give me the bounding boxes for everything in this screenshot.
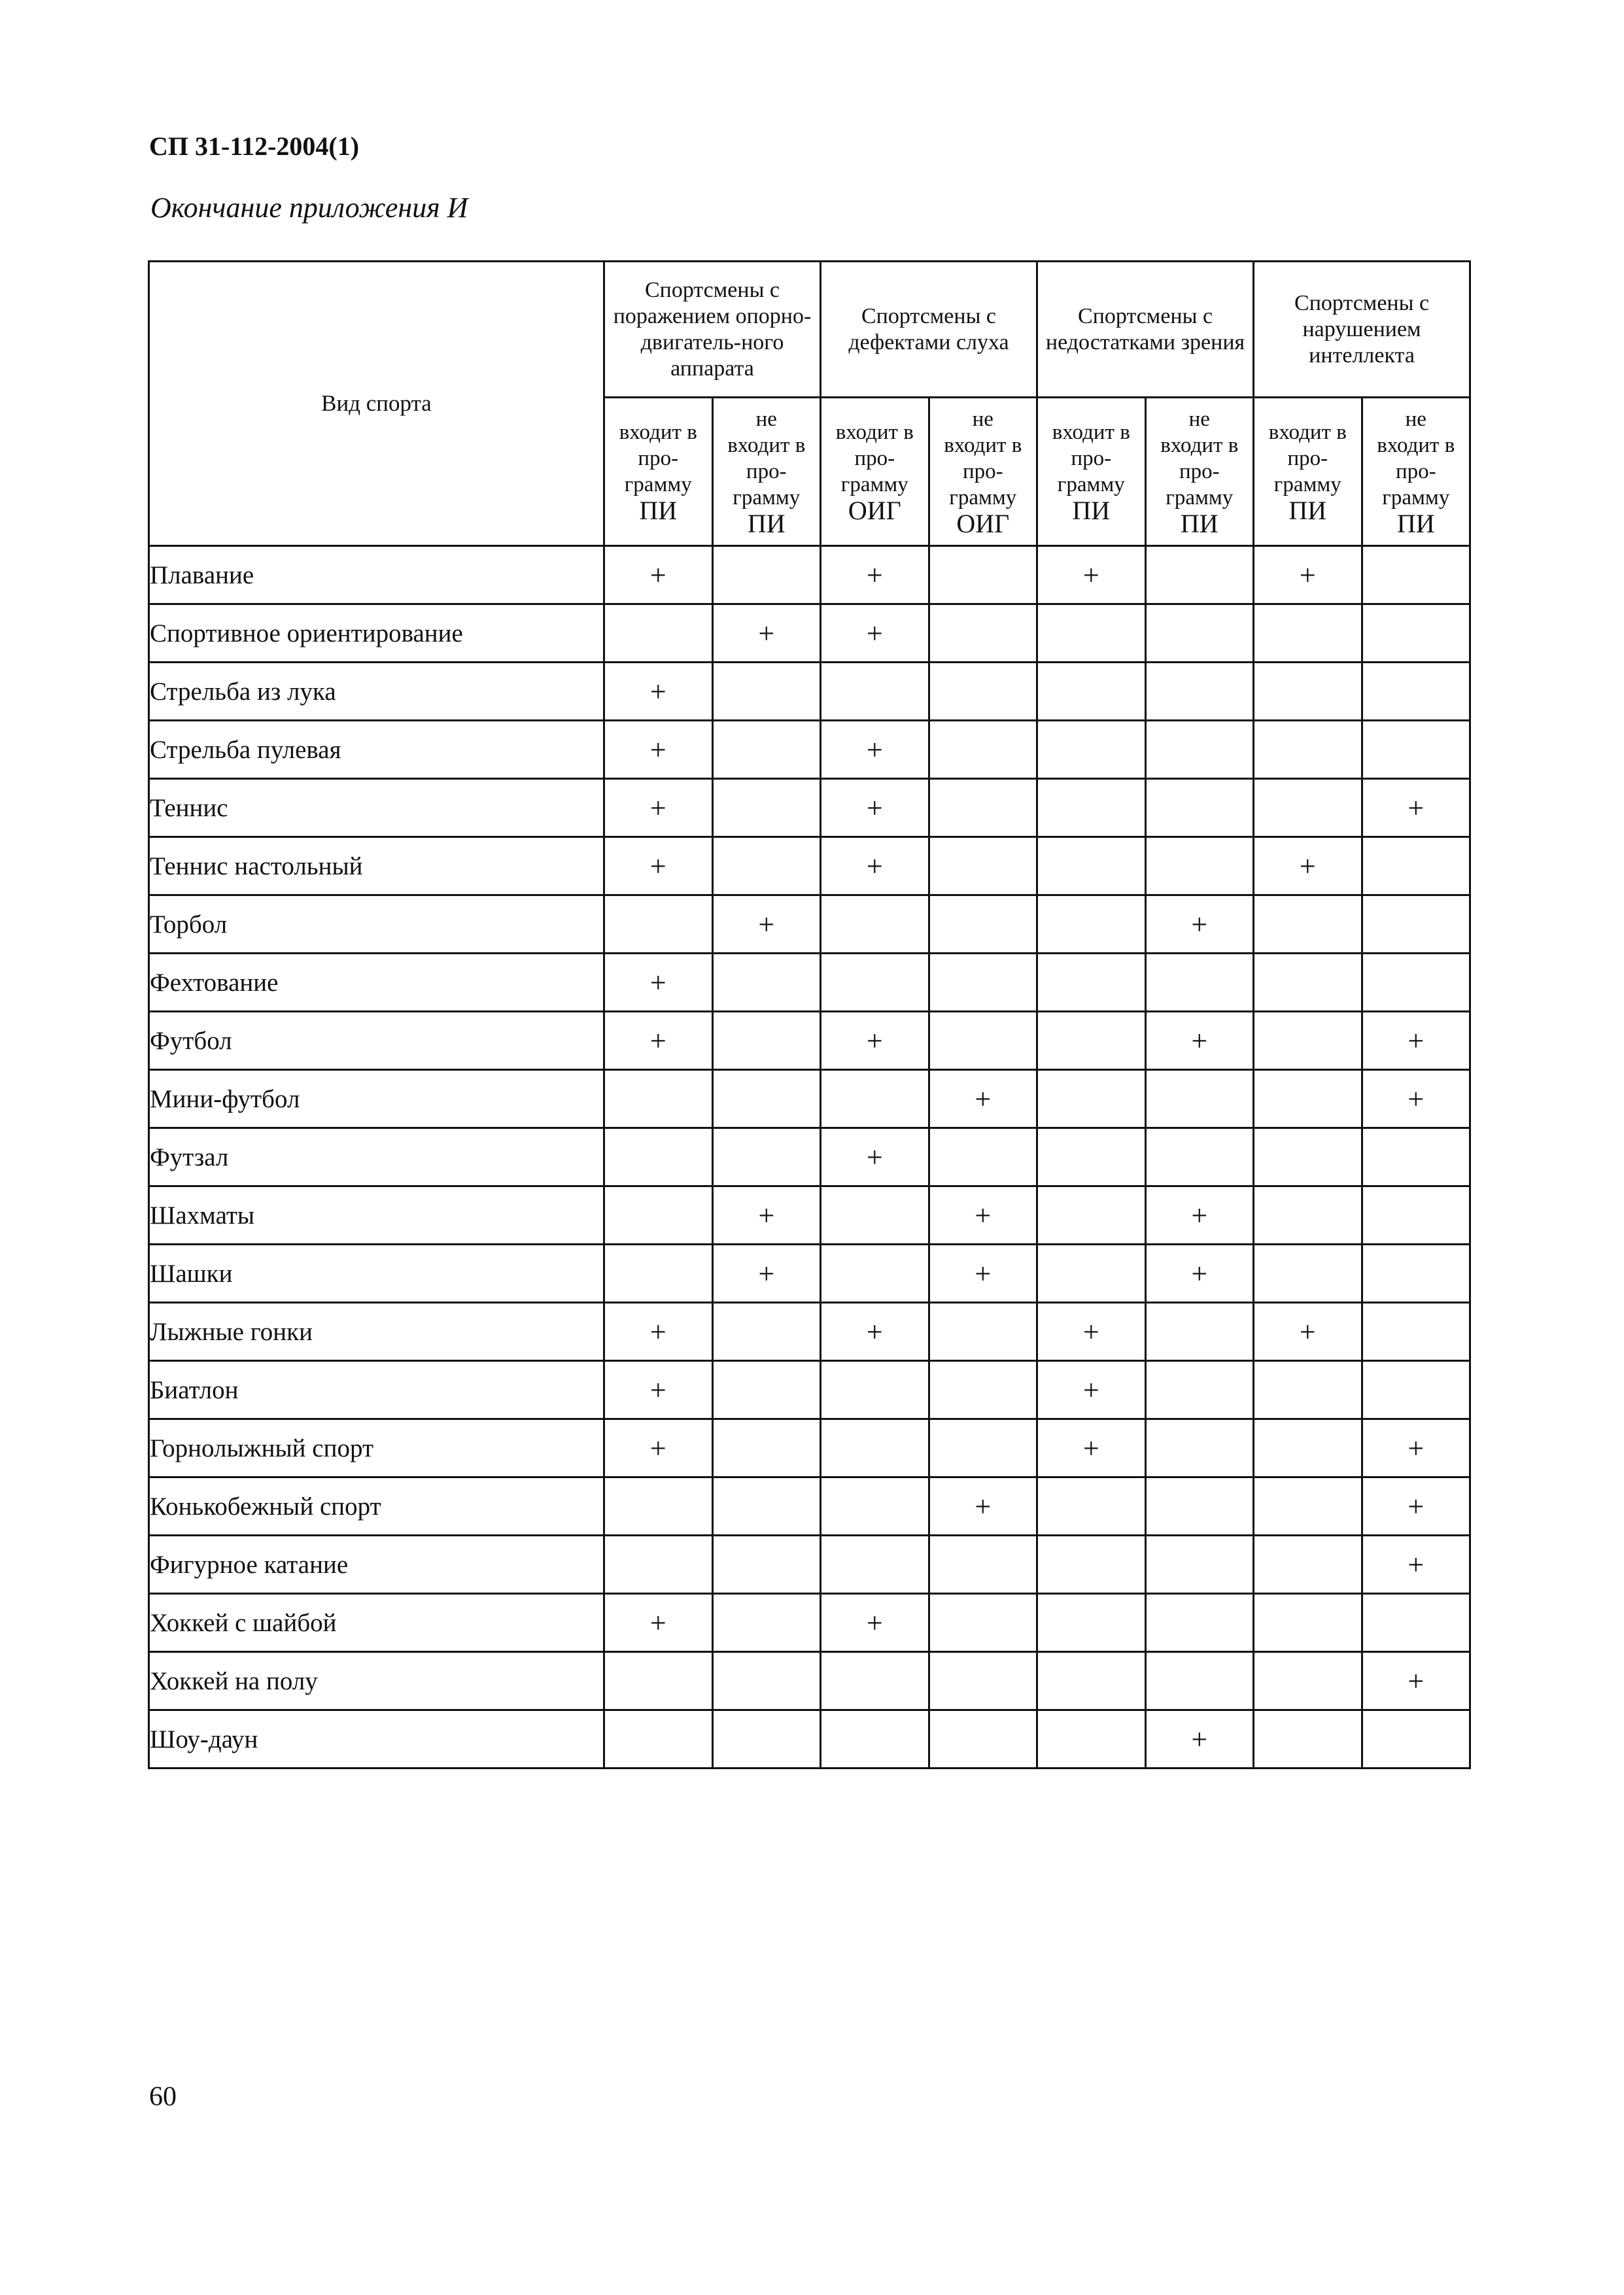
mark-cell [1037, 604, 1146, 663]
mark-cell: + [712, 1245, 821, 1303]
mark-cell [1037, 837, 1146, 895]
mark-cell [1145, 604, 1254, 663]
mark-cell [1145, 663, 1254, 721]
mark-cell: + [1145, 895, 1254, 954]
mark-cell [1254, 1012, 1362, 1070]
mark-cell: + [712, 895, 821, 954]
sport-name-cell: Шоу-даун [149, 1710, 604, 1769]
mark-cell [1254, 1186, 1362, 1245]
sport-name-cell: Шахматы [149, 1186, 604, 1245]
mark-cell [604, 1186, 713, 1245]
mark-cell [929, 604, 1037, 663]
mark-cell [712, 1128, 821, 1186]
sport-name-cell: Фехтование [149, 954, 604, 1012]
mark-cell [929, 1536, 1037, 1594]
mark-cell: + [821, 1012, 929, 1070]
sport-name-cell: Хоккей на полу [149, 1652, 604, 1710]
mark-cell [821, 1361, 929, 1419]
mark-cell [712, 1477, 821, 1536]
sport-name-cell: Теннис настольный [149, 837, 604, 895]
group-header-vision: Спортсмены с недостатками зрения [1037, 262, 1254, 398]
mark-cell: + [821, 604, 929, 663]
mark-cell [929, 1303, 1037, 1361]
mark-cell [1037, 1536, 1146, 1594]
mark-cell [1362, 895, 1470, 954]
mark-cell [929, 1361, 1037, 1419]
sport-name-cell: Стрельба из лука [149, 663, 604, 721]
mark-cell [712, 1652, 821, 1710]
table-row [149, 1361, 1470, 1419]
mark-cell [712, 1012, 821, 1070]
table-row [149, 954, 1470, 1012]
subheader-not-included: не входит в про- грамму ПИ [1362, 398, 1470, 546]
mark-cell [1037, 1012, 1146, 1070]
table-row [149, 546, 1470, 604]
table-row [149, 1710, 1470, 1769]
sport-name-cell: Плавание [149, 546, 604, 604]
mark-cell [821, 663, 929, 721]
mark-cell [929, 779, 1037, 837]
mark-cell [821, 1652, 929, 1710]
mark-cell [929, 1419, 1037, 1477]
mark-cell [929, 663, 1037, 721]
mark-cell: + [604, 1361, 713, 1419]
mark-cell: + [1362, 1536, 1470, 1594]
mark-cell [929, 1128, 1037, 1186]
sport-name-cell: Стрельба пулевая [149, 721, 604, 779]
mark-cell [1145, 1070, 1254, 1128]
mark-cell: + [929, 1477, 1037, 1536]
mark-cell: + [604, 1012, 713, 1070]
sport-name-cell: Конькобежный спорт [149, 1477, 604, 1536]
sport-name-cell: Фигурное катание [149, 1536, 604, 1594]
mark-cell [1037, 1710, 1146, 1769]
mark-cell [1145, 1419, 1254, 1477]
mark-cell [1037, 895, 1146, 954]
subheader-included: входит в про- грамму ПИ [1254, 398, 1362, 546]
mark-cell [1037, 1245, 1146, 1303]
mark-cell [1254, 1070, 1362, 1128]
mark-cell: + [1145, 1245, 1254, 1303]
mark-cell [604, 1536, 713, 1594]
table-row [149, 1186, 1470, 1245]
mark-cell [712, 546, 821, 604]
mark-cell [1145, 779, 1254, 837]
mark-cell: + [821, 779, 929, 837]
mark-cell [1145, 954, 1254, 1012]
mark-cell [712, 779, 821, 837]
table-row [149, 1128, 1470, 1186]
mark-cell: + [1362, 1070, 1470, 1128]
table-row [149, 1012, 1470, 1070]
mark-cell [604, 1652, 713, 1710]
subheader-not-included: не входит в про- грамму ПИ [1145, 398, 1254, 546]
sport-name-cell: Футбол [149, 1012, 604, 1070]
mark-cell [821, 1536, 929, 1594]
mark-cell: + [1037, 1419, 1146, 1477]
table-body [149, 546, 1470, 1769]
mark-cell: + [604, 954, 713, 1012]
mark-cell: + [604, 1594, 713, 1652]
mark-cell [712, 1419, 821, 1477]
mark-cell [1145, 1128, 1254, 1186]
mark-cell: + [604, 837, 713, 895]
mark-cell: + [821, 1128, 929, 1186]
mark-cell [1254, 1536, 1362, 1594]
mark-cell: + [821, 546, 929, 604]
mark-cell [604, 604, 713, 663]
sport-name-cell: Горнолыжный спорт [149, 1419, 604, 1477]
mark-cell: + [1362, 779, 1470, 837]
page-number: 60 [149, 2082, 177, 2112]
table-row [149, 1594, 1470, 1652]
mark-cell: + [1362, 1419, 1470, 1477]
mark-cell: + [821, 1303, 929, 1361]
group-header-musculoskeletal: Спортсмены с поражением опорно-двигатель-ного аппарата [604, 262, 821, 398]
mark-cell [712, 1070, 821, 1128]
mark-cell: + [604, 1303, 713, 1361]
mark-cell: + [1037, 1303, 1146, 1361]
header-row-groups [149, 262, 1470, 398]
subheader-not-included: не входит в про- грамму ОИГ [929, 398, 1037, 546]
mark-cell [712, 954, 821, 1012]
mark-cell: + [1254, 546, 1362, 604]
sport-name-cell: Хоккей с шайбой [149, 1594, 604, 1652]
table-row [149, 663, 1470, 721]
mark-cell [604, 1710, 713, 1769]
table-row [149, 1419, 1470, 1477]
mark-cell [1037, 1070, 1146, 1128]
mark-cell [929, 895, 1037, 954]
mark-cell [1254, 1128, 1362, 1186]
mark-cell: + [821, 721, 929, 779]
mark-cell: + [929, 1070, 1037, 1128]
subheader-not-included: не входит в про- грамму ПИ [712, 398, 821, 546]
mark-cell [1362, 1245, 1470, 1303]
mark-cell [712, 1361, 821, 1419]
mark-cell: + [821, 1594, 929, 1652]
mark-cell [929, 1594, 1037, 1652]
mark-cell [1037, 721, 1146, 779]
mark-cell: + [1362, 1652, 1470, 1710]
table-row [149, 1536, 1470, 1594]
mark-cell [929, 1710, 1037, 1769]
mark-cell [1254, 895, 1362, 954]
mark-cell [604, 1128, 713, 1186]
mark-cell [1254, 1419, 1362, 1477]
mark-cell [821, 1186, 929, 1245]
mark-cell [1254, 663, 1362, 721]
sport-name-cell: Шашки [149, 1245, 604, 1303]
mark-cell [929, 837, 1037, 895]
table-row [149, 1070, 1470, 1128]
mark-cell: + [1362, 1012, 1470, 1070]
sport-name-cell: Теннис [149, 779, 604, 837]
mark-cell [1037, 1477, 1146, 1536]
mark-cell [1145, 1303, 1254, 1361]
mark-cell: + [1254, 837, 1362, 895]
sport-column-header: Вид спорта [149, 262, 604, 546]
mark-cell [1145, 721, 1254, 779]
mark-cell: + [1254, 1303, 1362, 1361]
mark-cell [1362, 1303, 1470, 1361]
mark-cell [1254, 1477, 1362, 1536]
mark-cell [1145, 1652, 1254, 1710]
table-row [149, 1303, 1470, 1361]
mark-cell [821, 1710, 929, 1769]
mark-cell [1362, 1361, 1470, 1419]
mark-cell: + [1037, 546, 1146, 604]
mark-cell: + [821, 837, 929, 895]
mark-cell [1362, 1710, 1470, 1769]
mark-cell [1254, 1594, 1362, 1652]
mark-cell: + [929, 1186, 1037, 1245]
mark-cell [1037, 1128, 1146, 1186]
mark-cell [929, 546, 1037, 604]
mark-cell: + [604, 1419, 713, 1477]
subheader-included: входит в про- грамму ПИ [604, 398, 713, 546]
mark-cell [1145, 1594, 1254, 1652]
table-row [149, 1245, 1470, 1303]
mark-cell: + [604, 721, 713, 779]
mark-cell [929, 721, 1037, 779]
mark-cell [604, 895, 713, 954]
mark-cell [821, 1245, 929, 1303]
sport-name-cell: Биатлон [149, 1361, 604, 1419]
mark-cell [1362, 1128, 1470, 1186]
mark-cell [1037, 1594, 1146, 1652]
table-row [149, 837, 1470, 895]
mark-cell [1254, 1652, 1362, 1710]
mark-cell [821, 954, 929, 1012]
sports-table [148, 260, 1471, 1769]
mark-cell: + [929, 1245, 1037, 1303]
mark-cell [821, 1477, 929, 1536]
group-header-intellect: Спортсмены с нарушением интеллекта [1254, 262, 1470, 398]
mark-cell [1145, 1361, 1254, 1419]
subheader-included: входит в про- грамму ОИГ [821, 398, 929, 546]
mark-cell [929, 1012, 1037, 1070]
mark-cell [604, 1477, 713, 1536]
mark-cell [1362, 1594, 1470, 1652]
mark-cell [821, 895, 929, 954]
mark-cell: + [1145, 1012, 1254, 1070]
mark-cell [712, 1594, 821, 1652]
mark-cell [821, 1419, 929, 1477]
sport-name-cell: Лыжные гонки [149, 1303, 604, 1361]
document-code: СП 31-112-2004(1) [149, 131, 360, 161]
mark-cell: + [1145, 1186, 1254, 1245]
appendix-subtitle: Окончание приложения И [150, 192, 468, 224]
table-row [149, 895, 1470, 954]
mark-cell [929, 1652, 1037, 1710]
mark-cell [1254, 1710, 1362, 1769]
mark-cell [712, 1710, 821, 1769]
sport-name-cell: Футзал [149, 1128, 604, 1186]
mark-cell [712, 721, 821, 779]
mark-cell: + [712, 1186, 821, 1245]
mark-cell [712, 837, 821, 895]
mark-cell: + [604, 779, 713, 837]
sport-name-cell: Торбол [149, 895, 604, 954]
mark-cell: + [604, 663, 713, 721]
table-row [149, 779, 1470, 837]
mark-cell [1037, 954, 1146, 1012]
table-row [149, 721, 1470, 779]
mark-cell [1362, 1186, 1470, 1245]
table-row [149, 604, 1470, 663]
mark-cell [1254, 604, 1362, 663]
mark-cell [1145, 1536, 1254, 1594]
mark-cell [1145, 1477, 1254, 1536]
mark-cell [712, 1303, 821, 1361]
mark-cell [1254, 954, 1362, 1012]
mark-cell: + [604, 546, 713, 604]
sport-name-cell: Мини-футбол [149, 1070, 604, 1128]
mark-cell: + [1145, 1710, 1254, 1769]
mark-cell: + [712, 604, 821, 663]
mark-cell [821, 1070, 929, 1128]
mark-cell [1145, 837, 1254, 895]
mark-cell [1037, 779, 1146, 837]
mark-cell [1037, 1652, 1146, 1710]
mark-cell [712, 1536, 821, 1594]
subheader-included: входит в про- грамму ПИ [1037, 398, 1146, 546]
mark-cell [604, 1070, 713, 1128]
mark-cell [1362, 837, 1470, 895]
mark-cell [604, 1245, 713, 1303]
table-row [149, 1477, 1470, 1536]
mark-cell [1254, 721, 1362, 779]
group-header-hearing: Спортсмены с дефектами слуха [821, 262, 1037, 398]
table-row [149, 1652, 1470, 1710]
mark-cell [1362, 546, 1470, 604]
mark-cell [1362, 604, 1470, 663]
mark-cell [1254, 1245, 1362, 1303]
mark-cell [1362, 954, 1470, 1012]
mark-cell [1362, 663, 1470, 721]
mark-cell [1254, 1361, 1362, 1419]
sport-name-cell: Спортивное ориентирование [149, 604, 604, 663]
mark-cell [929, 954, 1037, 1012]
mark-cell: + [1037, 1361, 1146, 1419]
mark-cell [1145, 546, 1254, 604]
mark-cell [712, 663, 821, 721]
mark-cell [1362, 721, 1470, 779]
mark-cell: + [1362, 1477, 1470, 1536]
mark-cell [1254, 779, 1362, 837]
mark-cell [1037, 1186, 1146, 1245]
mark-cell [1037, 663, 1146, 721]
